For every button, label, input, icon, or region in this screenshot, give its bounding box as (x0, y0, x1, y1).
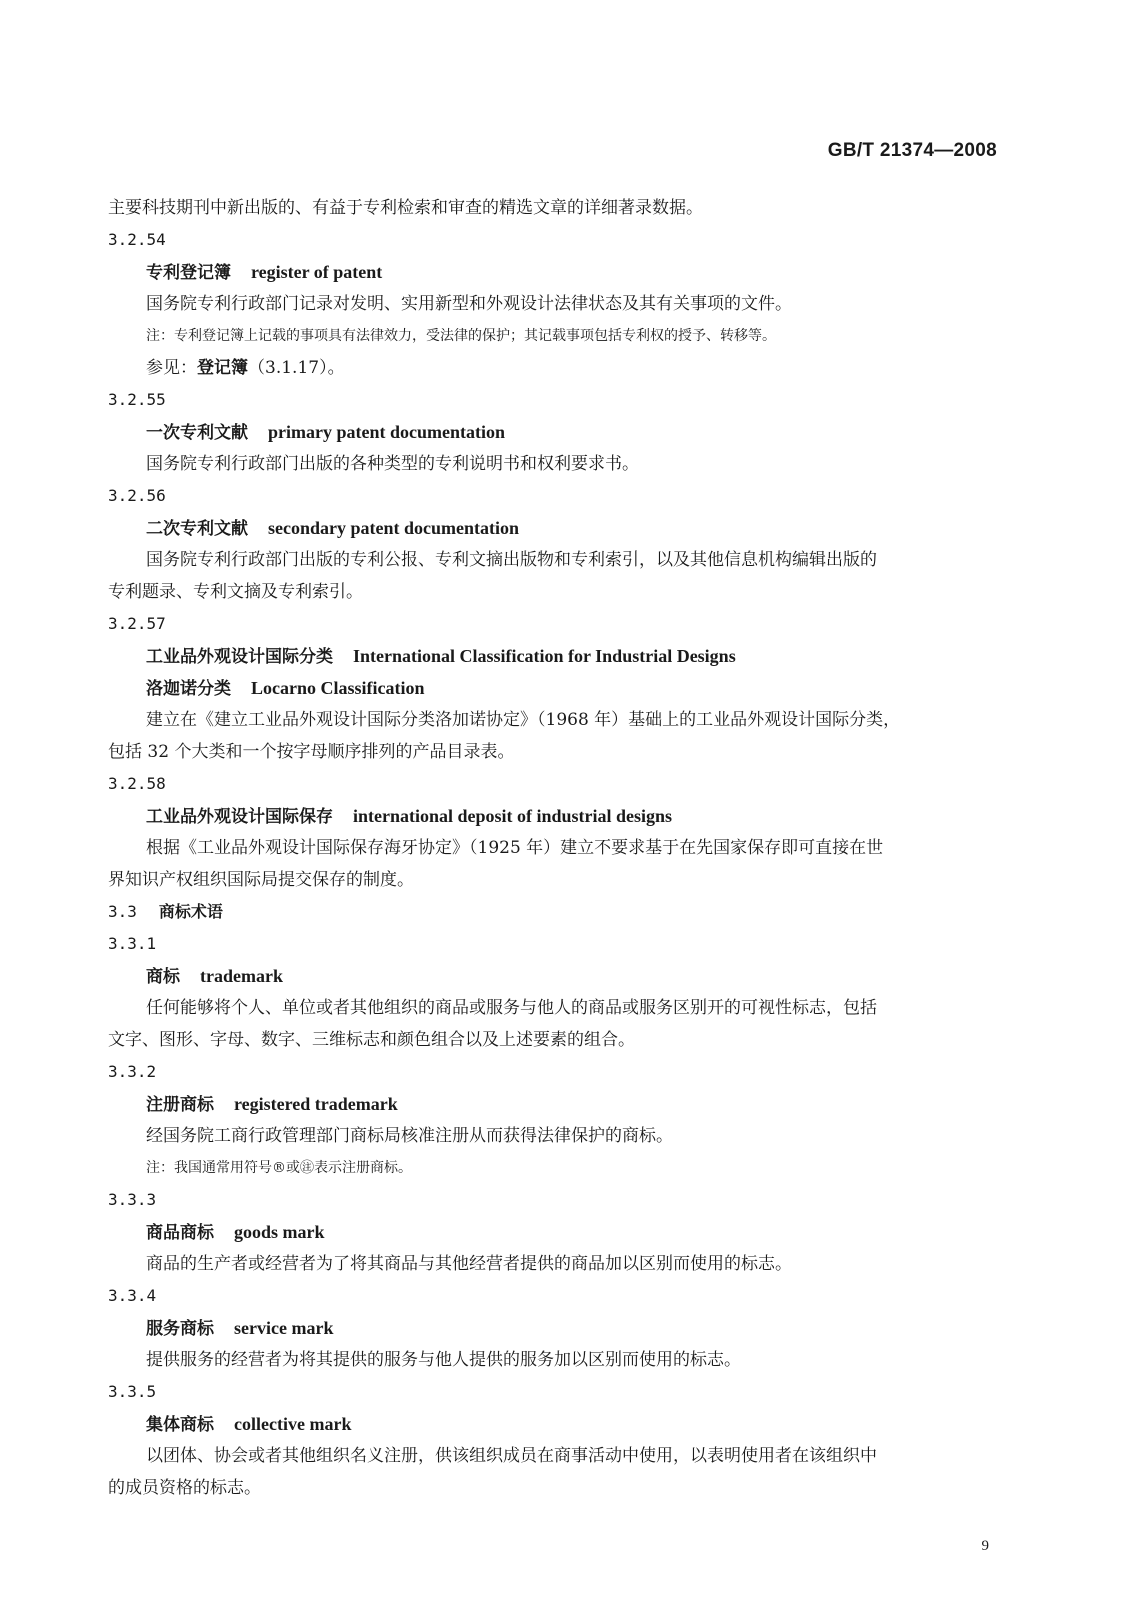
entry-definition: 经国务院工商行政管理部门商标局核准注册从而获得法律保护的商标。 (146, 1126, 673, 1146)
see-term: 登记簿 (197, 358, 248, 378)
entry-definition-cont: 包括 32 个大类和一个按字母顺序排列的产品目录表。 (108, 742, 515, 762)
entry-definition-cont: 文字、图形、字母、数字、三维标志和颜色组合以及上述要素的组合。 (108, 1030, 635, 1050)
entry-see-also (146, 356, 345, 380)
entry-definition: 建立在《建立工业品外观设计国际分类洛加诺协定》（1968 年）基础上的工业品外观设计国际分类， (146, 710, 901, 730)
entry-note: 注：专利登记簿上记载的事项具有法律效力，受法律的保护；其记载事项包括专利权的授予、转移等。 (146, 328, 776, 344)
entry-term (146, 1092, 398, 1117)
see-prefix: 参见： (146, 358, 197, 378)
section-title: 商标术语 (158, 902, 223, 921)
entry-definition-cont: 专利题录、专利文摘及专利索引。 (108, 582, 363, 602)
intro-text: 主要科技期刊中新出版的、有益于专利检索和审查的精选文章的详细著录数据。 (108, 198, 703, 218)
term-zh: 商品商标 (146, 1223, 214, 1243)
term-en: international deposit of industrial designs (353, 806, 673, 826)
entry-number: 3.3.2 (108, 1062, 157, 1081)
entry-definition-cont: 的成员资格的标志。 (108, 1478, 261, 1498)
term-en: secondary patent documentation (268, 518, 519, 538)
entry-term (146, 1412, 351, 1437)
entry-number: 3.3.5 (108, 1382, 157, 1401)
term-zh: 洛迦诺分类 (146, 679, 231, 699)
term-zh: 服务商标 (146, 1319, 214, 1339)
entry-definition: 根据《工业品外观设计国际保存海牙协定》（1925 年）建立不要求基于在先国家保存即可直接在世 (146, 838, 884, 858)
entry-definition: 国务院专利行政部门出版的专利公报、专利文摘出版物和专利索引，以及其他信息机构编辑出版的 (146, 550, 877, 570)
term-en: goods mark (234, 1222, 325, 1242)
entry-term (146, 260, 382, 285)
term-zh: 工业品外观设计国际保存 (146, 807, 333, 827)
entry-number: 3.2.55 (108, 390, 166, 409)
term-en: registered trademark (234, 1094, 398, 1114)
term-zh: 工业品外观设计国际分类 (146, 647, 333, 667)
entry-number: 3.2.57 (108, 614, 166, 633)
entry-definition: 国务院专利行政部门出版的各种类型的专利说明书和权利要求书。 (146, 454, 639, 474)
entry-number: 3.2.56 (108, 486, 166, 505)
page-number: 9 (981, 1538, 989, 1554)
term-zh: 商标 (146, 967, 180, 987)
term-en: primary patent documentation (268, 422, 505, 442)
term-en: register of patent (251, 262, 383, 282)
entry-definition: 以团体、协会或者其他组织名义注册，供该组织成员在商事活动中使用，以表明使用者在该组织中 (146, 1446, 877, 1466)
entry-definition: 任何能够将个人、单位或者其他组织的商品或服务与他人的商品或服务区别开的可视性标志，包括 (146, 998, 877, 1018)
standard-code-header: GB/T 21374—2008 (827, 140, 997, 161)
term-zh: 专利登记簿 (146, 263, 231, 283)
entry-term (146, 644, 736, 669)
entry-number: 3.3.3 (108, 1190, 157, 1209)
section-number: 3.3 (108, 902, 137, 921)
entry-number: 3.3.1 (108, 934, 157, 953)
entry-number: 3.2.58 (108, 774, 166, 793)
section-heading (108, 900, 223, 924)
entry-term (146, 420, 505, 445)
entry-definition: 提供服务的经营者为将其提供的服务与他人提供的服务加以区别而使用的标志。 (146, 1350, 741, 1370)
term-zh: 一次专利文献 (146, 423, 248, 443)
entry-term (146, 516, 519, 541)
entry-term (146, 804, 672, 829)
entry-note: 注：我国通常用符号®或㊟表示注册商标。 (146, 1160, 412, 1176)
entry-term (146, 964, 283, 989)
entry-term (146, 1316, 333, 1341)
entry-number: 3.2.54 (108, 230, 166, 249)
entry-definition-cont: 界知识产权组织国际局提交保存的制度。 (108, 870, 414, 890)
term-en: International Classification for Industrial Designs (353, 646, 736, 666)
term-zh: 集体商标 (146, 1415, 214, 1435)
term-zh: 注册商标 (146, 1095, 214, 1115)
term-en: Locarno Classification (251, 678, 425, 698)
see-suffix: （3.1.17）。 (248, 358, 345, 378)
entry-definition: 商品的生产者或经营者为了将其商品与其他经营者提供的商品加以区别而使用的标志。 (146, 1254, 792, 1274)
entry-term-alt (146, 676, 425, 701)
entry-definition: 国务院专利行政部门记录对发明、实用新型和外观设计法律状态及其有关事项的文件。 (146, 294, 792, 314)
entry-number: 3.3.4 (108, 1286, 157, 1305)
term-en: trademark (200, 966, 283, 986)
term-en: service mark (234, 1318, 334, 1338)
term-zh: 二次专利文献 (146, 519, 248, 539)
term-en: collective mark (234, 1414, 352, 1434)
entry-term (146, 1220, 325, 1245)
